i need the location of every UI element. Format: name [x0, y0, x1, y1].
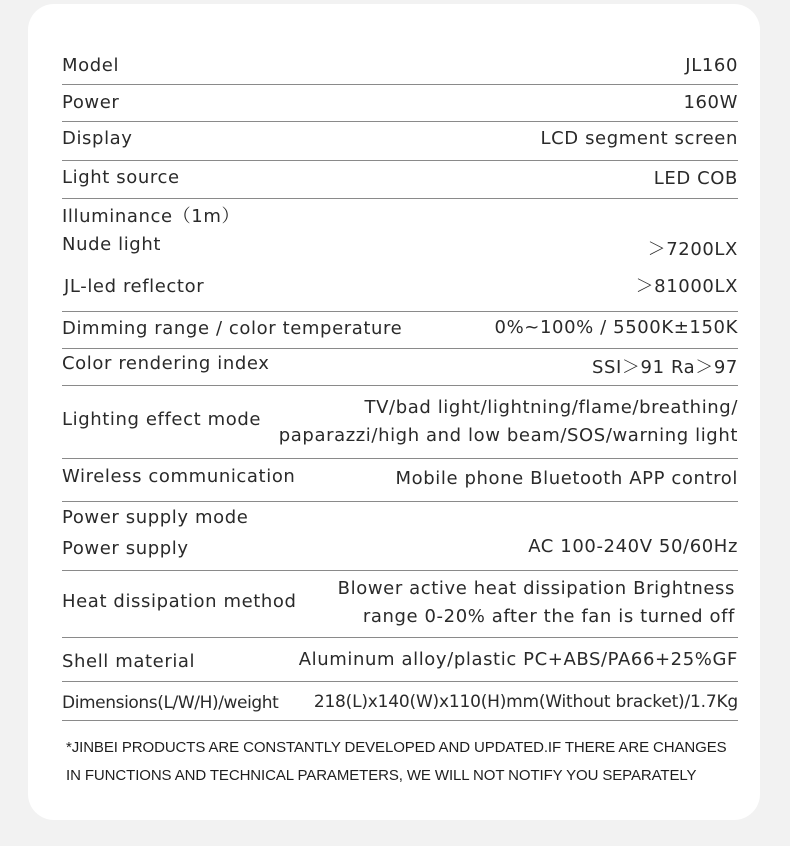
spec-label: Power — [62, 92, 120, 113]
spec-label: Light source — [62, 167, 180, 188]
spec-row-dimming — [62, 312, 738, 349]
disclaimer-line-2: IN FUNCTIONS AND TECHNICAL PARAMETERS, WE WILL NOT NOTIFY YOU SEPARATELY — [66, 767, 697, 784]
spec-label: Illuminance（1m） — [62, 206, 241, 227]
spec-value: 0%~100% / 5500K±150K — [494, 317, 738, 338]
spec-label: Wireless communication — [62, 466, 296, 487]
spec-value: Mobile phone Bluetooth APP control — [395, 468, 738, 489]
spec-value-nude-light: ＞7200LX — [647, 239, 738, 260]
spec-value-line-1: Blower active heat dissipation Brightness — [337, 578, 735, 599]
spec-value-line-1: TV/bad light/lightning/flame/breathing/ — [364, 397, 738, 418]
spec-row-shell-material — [62, 638, 738, 682]
spec-value-reflector: ＞81000LX — [635, 276, 738, 297]
spec-row-dimensions — [62, 682, 738, 721]
spec-row-illuminance — [62, 199, 738, 312]
spec-label: Lighting effect mode — [62, 409, 262, 430]
spec-sub-label: Power supply — [62, 538, 189, 559]
disclaimer-line-1: *JINBEI PRODUCTS ARE CONSTANTLY DEVELOPED AND UPDATED.IF THERE ARE CHANGES — [66, 739, 727, 756]
spec-row-model — [62, 48, 738, 85]
spec-label: Color rendering index — [62, 353, 270, 374]
spec-value: LED COB — [653, 168, 738, 189]
spec-value: Aluminum alloy/plastic PC+ABS/PA66+25%GF — [298, 649, 738, 670]
spec-value: LCD segment screen — [540, 128, 738, 149]
spec-row-lighting-effect — [62, 386, 738, 459]
spec-label: Model — [62, 55, 120, 76]
spec-label: Dimming range / color temperature — [62, 318, 403, 339]
spec-label: Power supply mode — [62, 507, 249, 528]
spec-sub-label-reflector: JL-led reflector — [64, 276, 205, 297]
spec-label: Display — [62, 128, 133, 149]
spec-row-power — [62, 85, 738, 122]
spec-row-light-source — [62, 161, 738, 199]
spec-value: JL160 — [685, 55, 738, 76]
spec-value: SSI＞91 Ra＞97 — [591, 357, 738, 378]
spec-row-color-rendering — [62, 349, 738, 386]
spec-row-heat-dissipation — [62, 571, 738, 638]
spec-row-wireless — [62, 459, 738, 502]
spec-value-line-2: range 0-20% after the fan is turned off — [362, 606, 735, 627]
spec-value-line-2: paparazzi/high and low beam/SOS/warning light — [278, 425, 738, 446]
spec-value: 160W — [683, 92, 738, 113]
spec-label: Heat dissipation method — [62, 591, 297, 612]
spec-value: AC 100-240V 50/60Hz — [528, 536, 738, 557]
spec-value: 218(L)x140(W)x110(H)mm(Without bracket)/1.7Kg — [313, 692, 738, 712]
spec-row-power-supply — [62, 502, 738, 571]
spec-label: Shell material — [62, 651, 196, 672]
spec-row-display — [62, 122, 738, 161]
spec-sub-label-nude-light: Nude light — [62, 234, 161, 255]
disclaimer-note — [66, 734, 756, 790]
spec-label: Dimensions(L/W/H)/weight — [62, 693, 279, 713]
